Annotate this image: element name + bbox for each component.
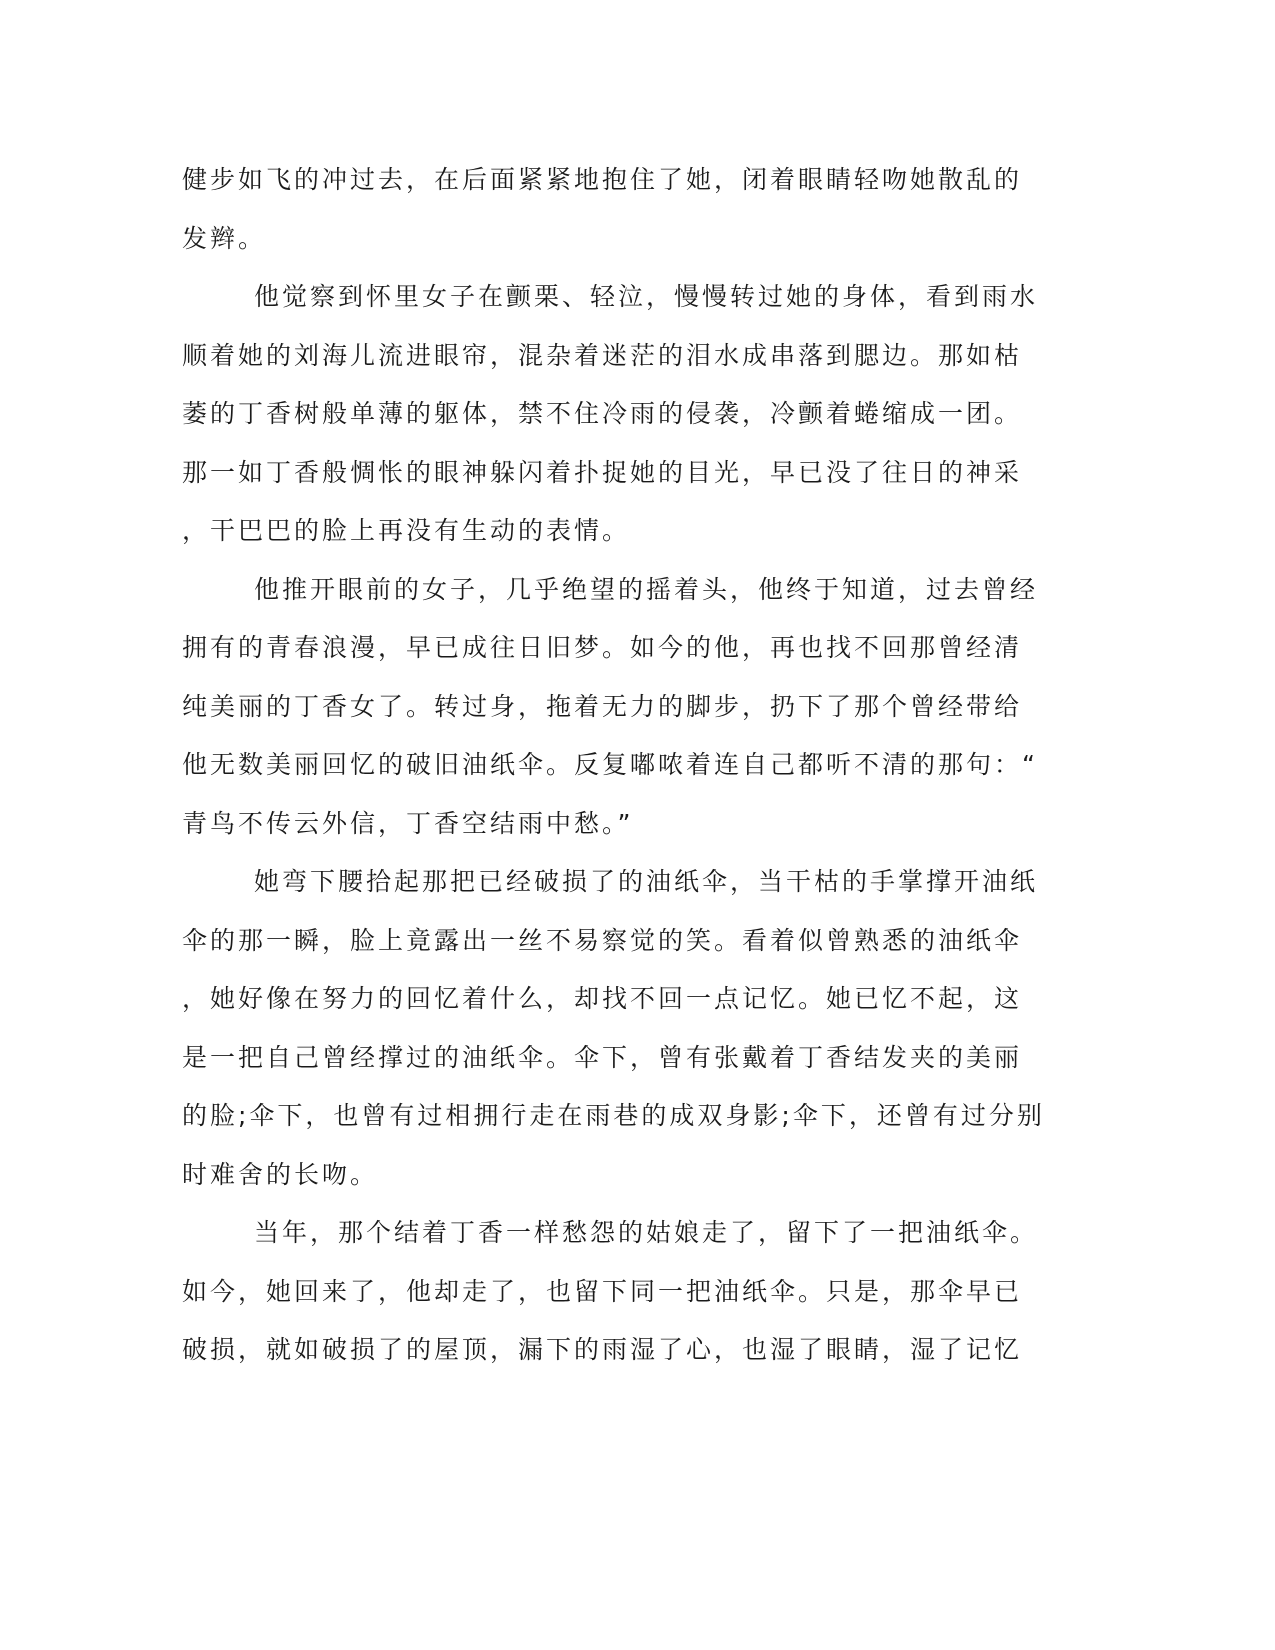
text-line: 是一把自己曾经撑过的油纸伞。伞下，曾有张戴着丁香结发夹的美丽 bbox=[182, 1042, 1023, 1072]
text-line: 如今，她回来了，他却走了，也留下同一把油纸伞。只是，那伞早已 bbox=[182, 1276, 1023, 1306]
text-line: 发辫。 bbox=[182, 223, 267, 253]
text-line: 的脸;伞下，也曾有过相拥行走在雨巷的成双身影;伞下，还曾有过分别 bbox=[182, 1101, 1045, 1130]
text-line: 破损，就如破损了的屋顶，漏下的雨湿了心，也湿了眼睛，湿了记忆 bbox=[182, 1335, 1023, 1364]
body-text bbox=[182, 151, 1045, 1380]
text-line: 青鸟不传云外信，丁香空结雨中愁。” bbox=[182, 808, 634, 838]
text-line: 拥有的青春浪漫，早已成往日旧梦。如今的他，再也找不回那曾经清 bbox=[182, 633, 1023, 662]
text-line: 伞的那一瞬，脸上竟露出一丝不易察觉的笑。看着似曾熟悉的油纸伞 bbox=[182, 925, 1023, 955]
text-line: 他无数美丽回忆的破旧油纸伞。反复嘟哝着连自己都听不清的那句：“ bbox=[182, 750, 1038, 779]
text-line: 纯美丽的丁香女了。转过身，拖着无力的脚步，扔下了那个曾经带给 bbox=[182, 691, 1023, 721]
paragraph-start-line: 他觉察到怀里女子在颤栗、轻泣，慢慢转过她的身体，看到雨水 bbox=[254, 282, 1039, 311]
text-line: ，她好像在努力的回忆着什么，却找不回一点记忆。她已忆不起，这 bbox=[182, 984, 1023, 1013]
paragraph-start-line: 她弯下腰拾起那把已经破损了的油纸伞，当干枯的手掌撑开油纸 bbox=[254, 867, 1039, 896]
text-line: 顺着她的刘海儿流进眼帘，混杂着迷茫的泪水成串落到腮边。那如枯 bbox=[182, 340, 1023, 370]
text-line: 时难舍的长吻。 bbox=[182, 1159, 379, 1189]
text-line: ，干巴巴的脸上再没有生动的表情。 bbox=[182, 516, 631, 545]
text-line: 萎的丁香树般单薄的躯体，禁不住冷雨的侵袭，冷颤着蜷缩成一团。 bbox=[182, 399, 1023, 428]
text-line: 健步如飞的冲过去，在后面紧紧地抱住了她，闭着眼睛轻吻她散乱的 bbox=[182, 165, 1023, 194]
paragraph-start-line: 当年，那个结着丁香一样愁怨的姑娘走了，留下了一把油纸伞。 bbox=[254, 1218, 1039, 1247]
paragraph-start-line: 他推开眼前的女子，几乎绝望的摇着头，他终于知道，过去曾经 bbox=[254, 574, 1039, 604]
text-line: 那一如丁香般惆怅的眼神躲闪着扑捉她的目光，早已没了往日的神采 bbox=[182, 457, 1023, 487]
